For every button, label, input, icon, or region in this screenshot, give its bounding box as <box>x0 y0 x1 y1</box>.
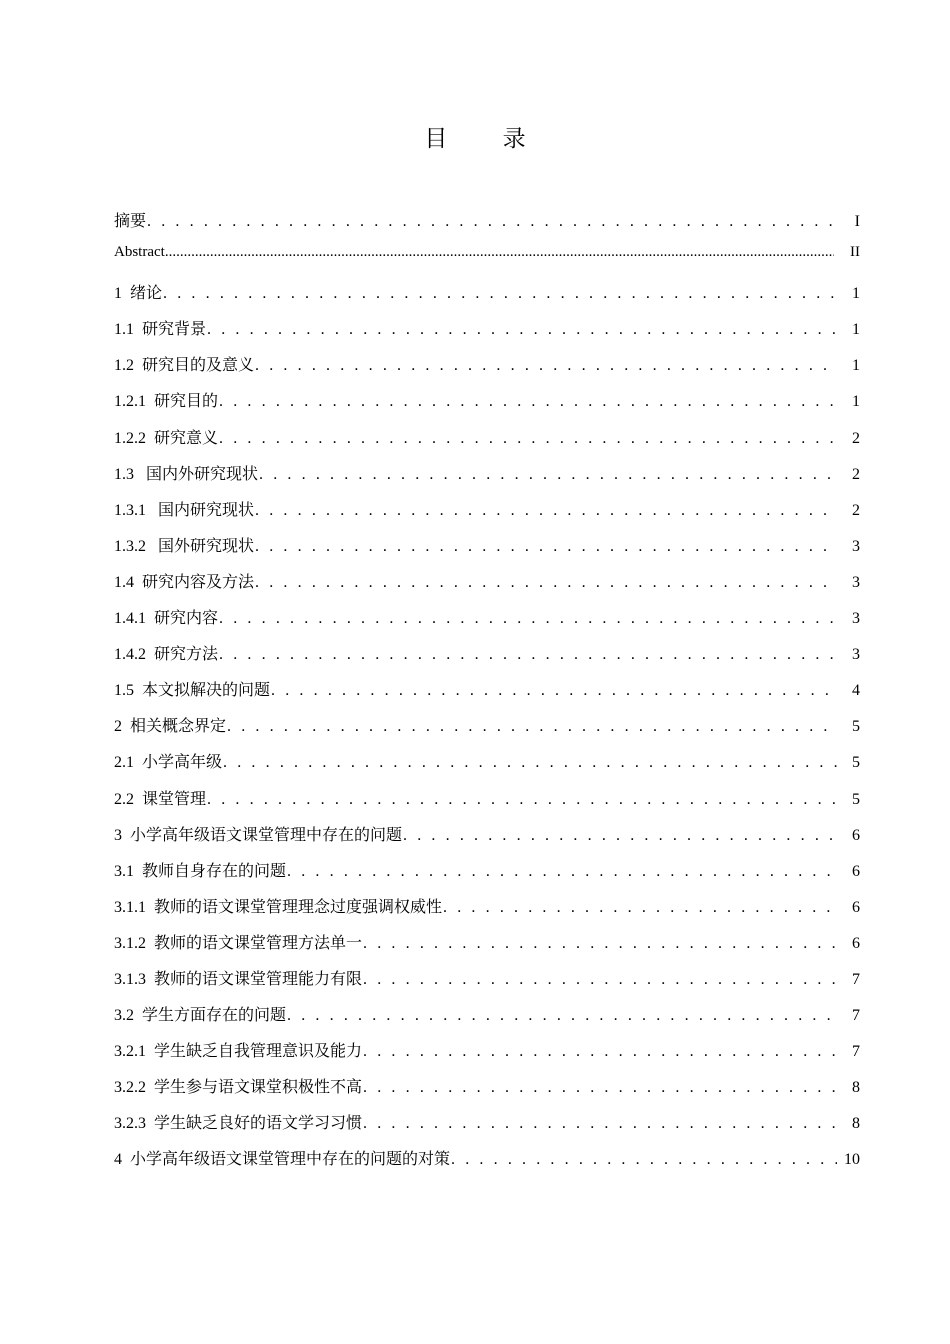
toc-entry-label: 国内研究现状 <box>158 501 255 519</box>
toc-entry-page: 1 <box>852 285 860 303</box>
toc-entry-label: 学生参与语文课堂积极性不高 <box>154 1079 363 1097</box>
dot-leader <box>255 357 837 375</box>
toc-entry-number: 1.2 <box>114 357 142 375</box>
toc-entry-label: 研究内容 <box>154 610 219 628</box>
toc-entry-page: 3 <box>852 537 860 555</box>
toc-entry[interactable] <box>114 641 860 677</box>
toc-entry-label: Abstract <box>114 244 165 261</box>
dot-leader <box>363 1115 837 1133</box>
toc-entry-number: 3.1.2 <box>114 934 154 952</box>
toc-entry[interactable] <box>114 786 860 822</box>
dot-leader <box>287 1007 837 1025</box>
toc-entry[interactable] <box>114 1038 860 1074</box>
page-title: 目 录 <box>424 126 550 152</box>
toc-entry-page: 6 <box>852 898 860 916</box>
toc-entry-number: 1.4 <box>114 573 142 591</box>
dot-leader <box>451 1151 837 1169</box>
toc-entry[interactable] <box>114 858 860 894</box>
toc-entry-number: 3.1 <box>114 862 142 880</box>
toc-entry-page: 8 <box>852 1115 860 1133</box>
toc-entry-page: 1 <box>852 321 860 339</box>
toc-entry[interactable] <box>114 822 860 858</box>
toc-entry-number: 1.4.1 <box>114 610 154 628</box>
toc-entry-page: 1 <box>852 357 860 375</box>
toc-entry-label: 学生缺乏自我管理意识及能力 <box>154 1043 363 1061</box>
toc-entry-label: 研究背景 <box>142 321 207 339</box>
toc-entry-label: 小学高年级语文课堂管理中存在的问题的对策 <box>130 1151 451 1169</box>
dot-leader <box>223 754 837 772</box>
dot-leader <box>147 213 837 231</box>
dot-leader <box>207 791 837 809</box>
toc-entry-number: 3.2.2 <box>114 1079 154 1097</box>
toc-entry-number: 3 <box>114 826 130 844</box>
toc-entry-label: 小学高年级 <box>142 754 223 772</box>
toc-entry-label: 教师自身存在的问题 <box>142 862 287 880</box>
toc-entry-number: 1.3.1 <box>114 501 158 519</box>
toc-entry-label: 相关概念界定 <box>130 718 227 736</box>
dot-leader <box>219 430 837 448</box>
toc-entry-label: 学生缺乏良好的语文学习习惯 <box>154 1115 363 1133</box>
toc-entry-label: 国内外研究现状 <box>146 465 259 483</box>
dot-leader <box>165 244 834 261</box>
toc-entry-label: 小学高年级语文课堂管理中存在的问题 <box>130 826 403 844</box>
dot-leader <box>219 646 837 664</box>
toc-entry-page: II <box>850 244 860 261</box>
toc-entry-page: 8 <box>852 1079 860 1097</box>
toc-entry-page: 5 <box>852 718 860 736</box>
toc-entry-number: 1.3.2 <box>114 537 158 555</box>
toc-entry[interactable] <box>114 713 860 749</box>
toc-entry-number: 1.5 <box>114 682 142 700</box>
toc-entry[interactable] <box>114 352 860 388</box>
toc-entry[interactable] <box>114 677 860 713</box>
toc-entry-number: 3.2.1 <box>114 1043 154 1061</box>
dot-leader <box>207 321 837 339</box>
toc-entry-page: 2 <box>852 465 860 483</box>
toc-entry-page: 6 <box>852 862 860 880</box>
toc-entry-page: 7 <box>852 970 860 988</box>
toc-entry[interactable] <box>114 605 860 641</box>
dot-leader <box>403 827 837 845</box>
toc-entry-number: 4 <box>114 1151 130 1169</box>
toc-entry[interactable] <box>114 1074 860 1110</box>
toc-entry-label: 研究目的及意义 <box>142 357 255 375</box>
toc-entry-label: 教师的语文课堂管理理念过度强调权威性 <box>154 898 443 916</box>
toc-entry-page: 3 <box>852 646 860 664</box>
toc-entry-number: 3.2.3 <box>114 1115 154 1133</box>
toc-entry-page: 10 <box>844 1151 860 1169</box>
dot-leader <box>255 574 837 592</box>
toc-entry-number: 2.1 <box>114 754 142 772</box>
toc-entry-number: 3.1.1 <box>114 898 154 916</box>
toc-entry-page: 2 <box>852 429 860 447</box>
dot-leader <box>163 285 837 303</box>
toc-entry-abstract-cn[interactable] <box>114 208 860 244</box>
toc-entry-label: 绪论 <box>130 285 163 303</box>
table-of-contents <box>114 208 860 1183</box>
toc-entry-page: 4 <box>852 682 860 700</box>
dot-leader <box>287 863 837 881</box>
toc-entry[interactable] <box>114 749 860 785</box>
toc-entry-number: 1.3 <box>114 465 146 483</box>
toc-entry-label: 研究方法 <box>154 646 219 664</box>
toc-entry-page: 3 <box>852 610 860 628</box>
toc-entry-page: 1 <box>852 393 860 411</box>
toc-entry-number: 1.2.2 <box>114 429 154 447</box>
dot-leader <box>259 466 837 484</box>
toc-entry-number: 2.2 <box>114 790 142 808</box>
toc-entry-page: 7 <box>852 1007 860 1025</box>
dot-leader <box>443 899 837 917</box>
toc-entry-label: 研究内容及方法 <box>142 573 255 591</box>
toc-entry-label: 教师的语文课堂管理能力有限 <box>154 970 363 988</box>
toc-entry-label: 摘要 <box>114 213 147 230</box>
toc-entry-abstract-en[interactable] <box>114 244 860 280</box>
dot-leader <box>219 393 837 411</box>
toc-entry-page: 5 <box>852 754 860 772</box>
toc-entry-page: 7 <box>852 1043 860 1061</box>
toc-entry-label: 课堂管理 <box>142 790 207 808</box>
toc-entry-number: 1.2.1 <box>114 393 154 411</box>
toc-entry[interactable] <box>114 316 860 352</box>
toc-entry[interactable] <box>114 533 860 569</box>
toc-entry-page: 2 <box>852 501 860 519</box>
toc-entry[interactable] <box>114 497 860 533</box>
toc-entry[interactable] <box>114 280 860 316</box>
toc-entry[interactable] <box>114 569 860 605</box>
toc-entry[interactable] <box>114 1002 860 1038</box>
toc-entry[interactable] <box>114 930 860 966</box>
dot-leader <box>227 718 837 736</box>
toc-entry-number: 3.1.3 <box>114 970 154 988</box>
toc-entry[interactable] <box>114 1146 860 1182</box>
dot-leader <box>271 682 837 700</box>
toc-entry-number: 2 <box>114 718 130 736</box>
toc-entry-label: 学生方面存在的问题 <box>142 1007 287 1025</box>
dot-leader <box>363 1043 837 1061</box>
toc-entry-page: 6 <box>852 826 860 844</box>
dot-leader <box>363 935 837 953</box>
dot-leader <box>219 610 837 628</box>
dot-leader <box>363 971 837 989</box>
toc-entry[interactable] <box>114 388 860 424</box>
toc-entry-page: 3 <box>852 573 860 591</box>
toc-entry-label: 教师的语文课堂管理方法单一 <box>154 934 363 952</box>
toc-entry[interactable] <box>114 894 860 930</box>
toc-entry-label: 研究意义 <box>154 429 219 447</box>
toc-entry-page: 6 <box>852 934 860 952</box>
toc-entry-label: 国外研究现状 <box>158 537 255 555</box>
toc-entry[interactable] <box>114 966 860 1002</box>
toc-entry[interactable] <box>114 425 860 461</box>
toc-entry-number: 1 <box>114 285 130 303</box>
toc-entry-page: 5 <box>852 790 860 808</box>
dot-leader <box>363 1079 837 1097</box>
toc-entry-page: I <box>854 213 860 230</box>
toc-entry[interactable] <box>114 461 860 497</box>
dot-leader <box>255 538 837 556</box>
dot-leader <box>255 502 837 520</box>
toc-entry-label: 本文拟解决的问题 <box>142 682 271 700</box>
toc-entry[interactable] <box>114 1110 860 1146</box>
toc-entry-number: 1.4.2 <box>114 646 154 664</box>
toc-entry-label: 研究目的 <box>154 393 219 411</box>
toc-entry-number: 1.1 <box>114 321 142 339</box>
toc-entry-number: 3.2 <box>114 1007 142 1025</box>
